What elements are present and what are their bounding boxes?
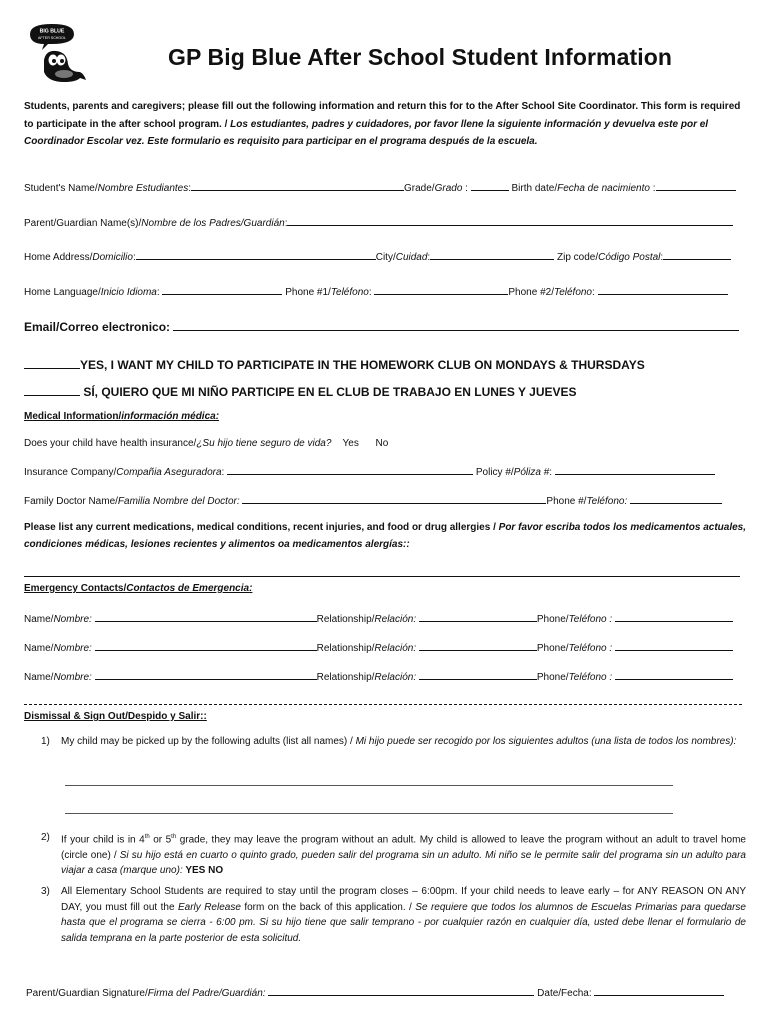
yes-no-choice[interactable]: YES NO [182, 865, 224, 877]
pickup-adults-field[interactable] [65, 813, 673, 814]
medical-list-instructions: Please list any current medications, medical conditions, recent injuries, and food or drug allergies / Por favor escriba todos los medicamentos actuales, condiciones médicas, lesiones recientes y alimentos oa medicamentos alergías:: [24, 522, 746, 550]
student-name-field[interactable] [191, 180, 404, 191]
email-field[interactable] [173, 318, 739, 331]
phone2-field[interactable] [598, 284, 728, 295]
date-field[interactable] [594, 985, 724, 996]
doctor-phone-field[interactable] [630, 493, 722, 504]
emergency-name-field[interactable] [95, 640, 317, 651]
signature-row: Parent/Guardian Signature/Firma del Padre/Guardián: Date/Fecha: [26, 985, 748, 999]
svg-text:AFTER SCHOOL: AFTER SCHOOL [38, 36, 66, 40]
city-field[interactable] [430, 249, 554, 260]
intro-spanish: Los estudiantes, padres y cuidadores, por favor llene la siguiente información y devuelva este por el Coordinador Escolar vez. Este formulario es requisito para participar en el programa después de la escuela. [24, 118, 709, 147]
email-label: Email/Correo electronico: [24, 320, 171, 334]
emergency-phone-field[interactable] [615, 611, 733, 622]
emergency-contact-row: Name/Nombre: Relationship/Relación: Phone/Teléfono : [24, 640, 746, 654]
participation-si-row [24, 383, 746, 399]
section-divider [24, 704, 742, 705]
email-row [24, 318, 746, 334]
home-language-field[interactable] [162, 284, 282, 295]
svg-text:BIG BLUE: BIG BLUE [39, 28, 65, 35]
language-phone-row: Home Language/Inicio Idioma: Phone #1/Teléfono: Phone #2/Teléfono: [24, 284, 746, 298]
participation-yes-label: YES, I WANT MY CHILD TO PARTICIPATE IN THE HOMEWORK CLUB ON MONDAYS & THURSDAYS [80, 358, 645, 372]
address-row: Home Address/Domicilio: City/Cuidad: Zip code/Código Postal: [24, 249, 746, 263]
insurance-company-row: Insurance Company/Compañia Aseguradora: Policy #/Póliza #: [24, 464, 746, 478]
pickup-adults-field[interactable] [65, 785, 673, 786]
parent-name-field[interactable] [287, 215, 733, 226]
emergency-phone-field[interactable] [615, 669, 733, 680]
grade-field[interactable] [471, 180, 509, 191]
zip-field[interactable] [663, 249, 731, 260]
emergency-relationship-field[interactable] [419, 669, 537, 680]
emergency-name-field[interactable] [95, 611, 317, 622]
insurance-yes-option[interactable]: Yes [342, 438, 359, 449]
emergency-contact-row: Name/Nombre: Relationship/Relación: Phone/Teléfono : [24, 611, 746, 625]
doctor-row: Family Doctor Name/Familia Nombre del Doctor: Phone #/Teléfono: [24, 493, 746, 507]
participation-yes-field[interactable] [24, 356, 80, 369]
signature-field[interactable] [268, 985, 534, 996]
emergency-relationship-field[interactable] [419, 611, 537, 622]
medical-heading: Medical Information/información médica: [24, 411, 220, 422]
birthdate-field[interactable] [656, 180, 736, 191]
insurance-question-row: Does your child have health insurance/¿Su hijo tiene seguro de vida? Yes No [24, 438, 389, 449]
form-page: BIG BLUE AFTER SCHOOL GP Big Blue After School Student Information Students, parents and caregivers; please fill out the following information and return this for to the After School Site Coordinator. This form is required to participate in the after school program. / Los estudiantes, padres y cuidadores, por favor llene la siguiente información y devuelva este por el Coordinador Escolar vez. Este formulario es requisito para participar en el programa después de la escuela. Student's Name/Nombre Estudiantes: Grade/Grado : Birth date/Fecha de nacimiento : Parent/Guardian Name(s)/Nombre de los Padres/Guardián: Home Address/Domicilio: City/Cuidad: Zip code/Código Postal: Home Language/Inicio Idioma: Phone #1/Teléfono: Phone #2/Teléfono: Email/Correo electronico: YES, I WANT MY CHILD TO PARTICIPATE IN THE HOMEWORK CLUB ON MONDAYS & THURSDAYS SÍ, QUIERO QUE MI NIÑO PARTICIPE EN EL CLUB DE TRABAJO EN LUNES Y JUEVES Medical Information/información médica: Does your child have health insurance/¿Su hijo tiene seguro de vida? Yes No Insurance Company/Compañia Aseguradora: Policy #/Póliza #: Family Doctor Name/Familia Nombre del Doctor: Phone #/Teléfono: Please list any current medications, medical conditions, recent injuries, and food or drug allergies / Por favor escriba todos los medicamentos actuales, condiciones médicas, lesiones recientes y alimentos oa medicamentos alergías:: Emergency Contacts/Contactos de Emergencia: Name/Nombre: Relationship/Relación: Phone/Teléfono : Name/Nombre: Relationship/Relación: Phone/Teléfono : Name/Nombre: Relationship/Relación: Phone/Teléfono : Dismissal & Sign Out/Despido y Salir:: 1) My child may be picked up by the following adults (list all names) / Mi hijo puede ser recogido por los siguientes adultos (una lista de todos los nombres): 2) If your child is in 4th or 5th grade, they may leave the program without an adult. My child is allowed to leave the program without an adult to travel home (circle one) / Si su hijo está en cuarto o quinto grado, pueden salir del programa sin un adulto. Mi niño se le permite salir del programa sin un adulto para viajar a casa (marque uno): YES NO 3) All Elementary School Students are required to stay until the program closes – 6:00pm. If your child needs to leave early – for ANY REASON ON ANY DAY, you must fill out the Early Release form on the back of this application. / Se requiere que todos los alumnos de Escuelas Primarias para quedarse hasta que el programa se cierra - 6:00 pm. Si su hijo tiene que salir temprano - por cualquier razón en cualquier día, usted debe llenar el formulario de salida temprana en la parte posterior de esta solicitud. Parent/Guardian Signature/Firma del Padre/Guardián: Date/Fecha: [0, 0, 770, 1024]
insurance-no-option[interactable]: No [375, 438, 389, 449]
participation-yes-row [24, 356, 746, 372]
student-name-row: Student's Name/Nombre Estudiantes: Grade/Grado : Birth date/Fecha de nacimiento : [24, 180, 746, 194]
big-blue-logo [24, 20, 96, 92]
emergency-relationship-field[interactable] [419, 640, 537, 651]
home-address-field[interactable] [136, 249, 376, 260]
medical-list-field[interactable] [24, 576, 740, 577]
emergency-name-field[interactable] [95, 669, 317, 680]
participation-si-label: SÍ, QUIERO QUE MI NIÑO PARTICIPE EN EL CLUB DE TRABAJO EN LUNES Y JUEVES [83, 385, 577, 399]
phone1-field[interactable] [374, 284, 508, 295]
dismissal-heading: Dismissal & Sign Out/Despido y Salir:: [24, 711, 207, 722]
policy-field[interactable] [555, 464, 715, 475]
participation-si-field[interactable] [24, 383, 80, 396]
intro-paragraph [24, 98, 746, 151]
page-title: GP Big Blue After School Student Information [167, 44, 673, 70]
intro-english: Students, parents and caregivers; please fill out the following information and return this for to the After School Site Coordinator. This form is required to participate in the after school program. / [24, 101, 741, 130]
parent-name-row: Parent/Guardian Name(s)/Nombre de los Padres/Guardián: [24, 215, 746, 229]
doctor-name-field[interactable] [242, 493, 546, 504]
emergency-heading: Emergency Contacts/Contactos de Emergencia: [24, 583, 253, 594]
insurance-company-field[interactable] [227, 464, 473, 475]
emergency-contact-row: Name/Nombre: Relationship/Relación: Phone/Teléfono : [24, 669, 746, 683]
emergency-phone-field[interactable] [615, 640, 733, 651]
